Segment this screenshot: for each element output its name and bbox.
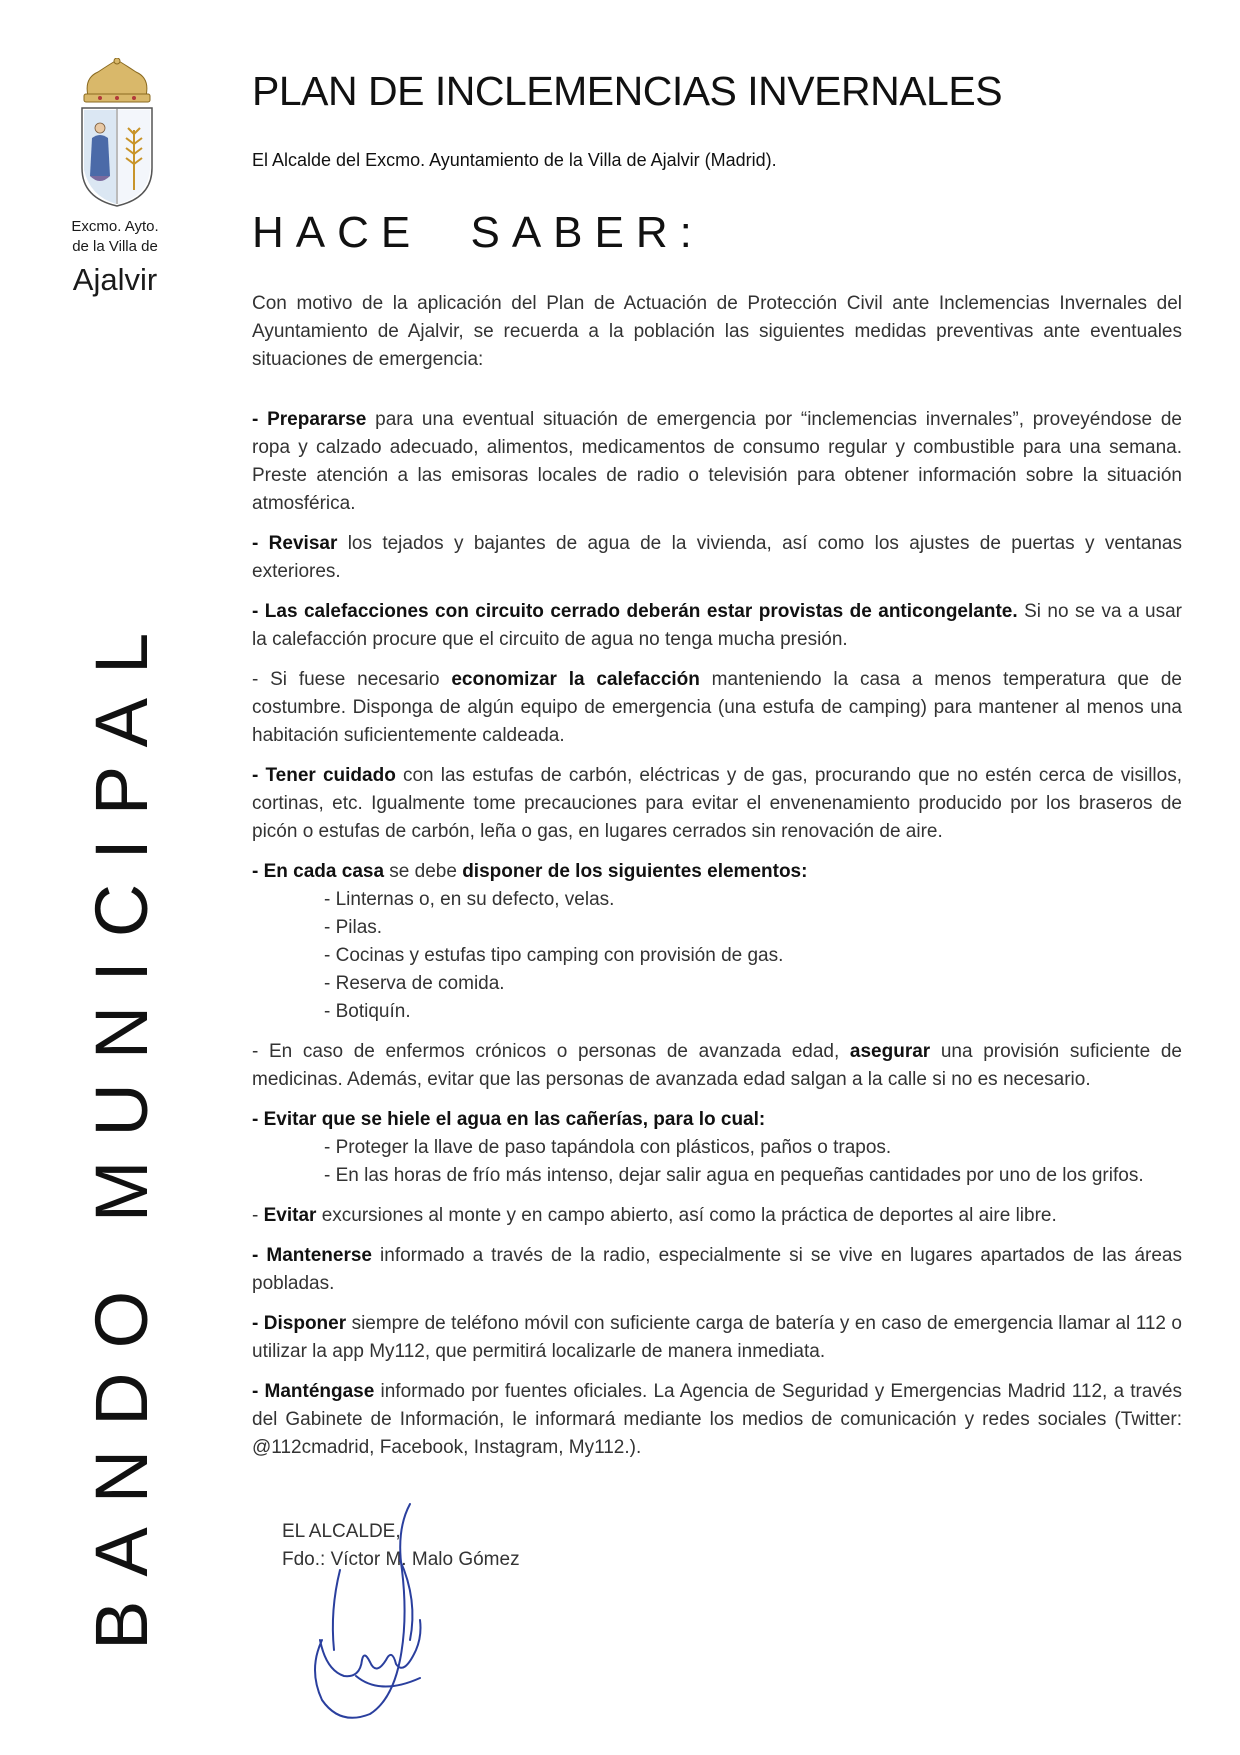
item-cuidado: [252, 762, 1182, 846]
item-lead: - Evitar que se hiele el agua en las cañerías, para lo cual:: [252, 1109, 766, 1130]
page-subtitle: El Alcalde del Excmo. Ayuntamiento de la Villa de Ajalvir (Madrid).: [252, 150, 777, 170]
item-pre: -: [252, 1205, 264, 1226]
item-text: siempre de teléfono móvil con suficiente carga de batería y en caso de emergencia llamar al 112 o utilizar la app My112, que permitirá localizarle de manera inmediata.: [252, 1313, 1183, 1362]
list-item: - Linternas o, en su defecto, velas.: [324, 889, 615, 910]
item-bold: Evitar: [263, 1205, 317, 1226]
item-text: informado por fuentes oficiales. La Agencia de Seguridad y Emergencias Madrid 112, a través del Gabinete de Información, le informará mediante los medios de comunicación y redes sociales (Twitter: @112cmadrid, Facebook, Instagram, My112.).: [252, 1381, 1182, 1458]
item-text: excursiones al monte y en campo abierto, así como la práctica de deportes al aire libre.: [316, 1205, 1057, 1226]
item-informado: [252, 1242, 1182, 1298]
item-mid: se debe: [384, 861, 463, 882]
list-item: - En las horas de frío más intenso, dejar salir agua en pequeñas cantidades por uno de los grifos.: [324, 1165, 1144, 1186]
item-lead: - Mantenerse: [252, 1245, 372, 1266]
item-bold: economizar la calefacción: [451, 669, 700, 690]
item-lead: - Prepararse: [252, 409, 367, 430]
org-line-1: Excmo. Ayto.: [71, 218, 159, 235]
signer-name: Fdo.: Víctor M. Malo Gómez: [282, 1549, 520, 1570]
item-text: con las estufas de carbón, eléctricas y de gas, procurando que no estén cerca de visillos, cortinas, etc. Igualmente tome precauciones para evitar el envenenamiento producido por los braseros de picón o estufas de carbón, leña o gas, en lugares cerrados sin renovación de aire.: [252, 765, 1182, 842]
item-text: para una eventual situación de emergencia por “inclemencias invernales”, proveyéndose de ropa y calzado adecuado, alimentos, medicamentos de consumo regular y combustible para una semana. Preste atención a las emisoras locales de radio o televisión para obtener información sobre la situación atmosférica.: [252, 409, 1182, 514]
item-prepararse: [252, 406, 1182, 518]
item-bold: disponer de los siguientes elementos:: [462, 861, 808, 882]
pipes-list: [252, 1134, 1182, 1190]
item-casa: [252, 858, 1182, 886]
intro-paragraph: Con motivo de la aplicación del Plan de Actuación de Protección Civil ante Inclemencias Invernales del Ayuntamiento de Ajalvir, se recuerda a la población las siguientes medidas preventivas ante eventuales situaciones de emergencia:: [252, 293, 1182, 370]
page-title: PLAN DE INCLEMENCIAS INVERNALES: [252, 68, 1003, 114]
item-revisar: [252, 530, 1182, 586]
document-header: [252, 60, 1182, 257]
item-pre: - Si fuese necesario: [252, 669, 452, 690]
item-lead: - Las calefacciones con circuito cerrado deberán estar provistas de anticongelante.: [252, 601, 1018, 622]
item-bold: asegurar: [849, 1041, 931, 1062]
vertical-banner: [82, 310, 162, 1650]
document-body: [252, 290, 1182, 1474]
item-economizar: [252, 666, 1182, 750]
item-fuentes: [252, 1378, 1182, 1462]
item-text: los tejados y bajantes de agua de la vivienda, así como los ajustes de puertas y ventanas exteriores.: [252, 533, 1182, 582]
item-excursiones: [252, 1202, 1182, 1230]
org-name: Ajalvir: [72, 262, 158, 297]
item-text: Si no se va a usar la calefacción procure que el circuito de agua no tenga mucha presión.: [252, 601, 1182, 650]
item-agua: [252, 1106, 1182, 1134]
item-calefacciones: [252, 598, 1182, 654]
item-text: una provisión suficiente de medicinas. Además, evitar que las personas de avanzada edad salgan a la calle si no es necesario.: [252, 1041, 1182, 1090]
coat-of-arms-icon: [70, 58, 165, 208]
item-telefono: [252, 1310, 1182, 1366]
handwritten-signature: [300, 1500, 460, 1730]
item-text: informado a través de la radio, especialmente si se vive en lugares apartados de las áreas pobladas.: [252, 1245, 1182, 1294]
item-lead: - Tener cuidado: [252, 765, 396, 786]
list-item: - Reserva de comida.: [324, 973, 505, 994]
announcement-heading: HACE SABER:: [252, 208, 704, 257]
item-lead: - Manténgase: [252, 1381, 375, 1402]
supplies-list: [252, 886, 1182, 1026]
item-lead: - Revisar: [252, 533, 338, 554]
item-text: manteniendo la casa a menos temperatura que de costumbre. Disponga de algún equipo de emergencia (una estufa de camping) para mantener al menos una habitación suficientemente caldeada.: [252, 669, 1182, 746]
item-lead: - En cada casa: [252, 861, 385, 882]
item-pre: - En caso de enfermos crónicos o personas de avanzada edad,: [252, 1041, 850, 1062]
list-item: - Pilas.: [324, 917, 383, 938]
vertical-title: BANDO MUNICIPAL: [80, 608, 163, 1650]
list-item: - Proteger la llave de paso tapándola con plásticos, paños o trapos.: [324, 1137, 892, 1158]
org-line-2: de la Villa de: [72, 238, 158, 255]
item-enfermos: [252, 1038, 1182, 1094]
list-item: - Botiquín.: [324, 1001, 411, 1022]
signer-role: EL ALCALDE,: [282, 1521, 401, 1542]
item-lead: - Disponer: [252, 1313, 347, 1334]
list-item: - Cocinas y estufas tipo camping con provisión de gas.: [324, 945, 784, 966]
